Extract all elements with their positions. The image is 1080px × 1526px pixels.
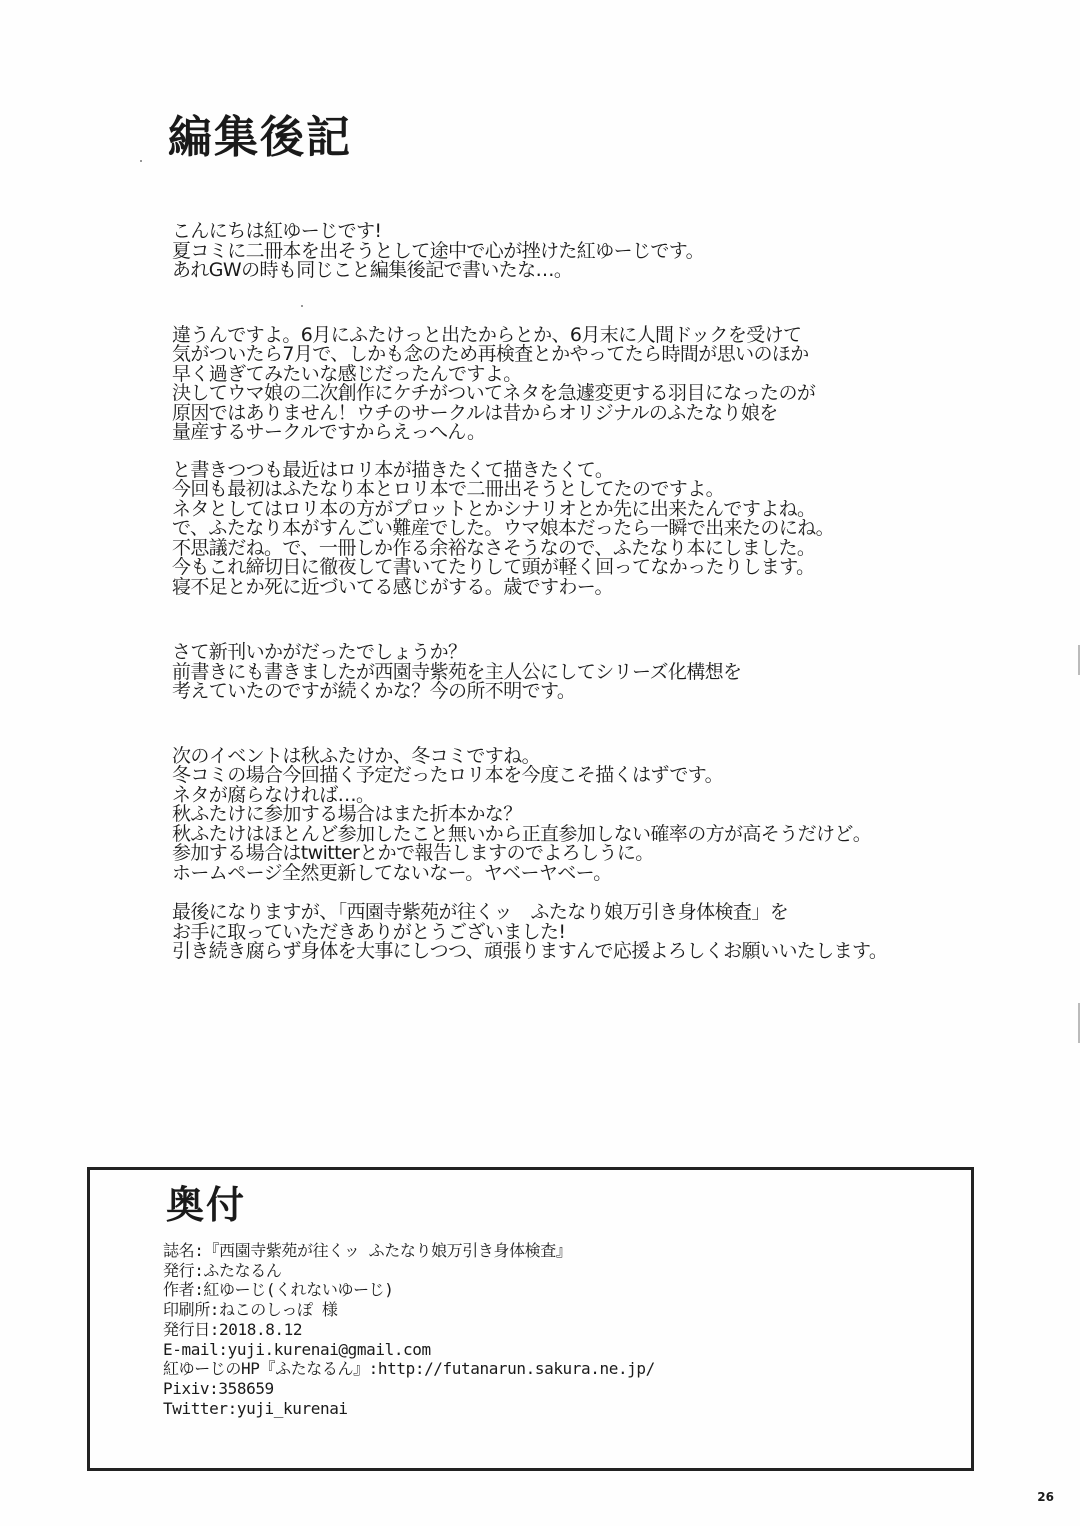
afterword-line: 次のイベントは秋ふたけか、冬コミですね。	[172, 744, 541, 767]
afterword-line: 早く過ぎてみたいな感じだったんですよ。	[172, 362, 522, 385]
afterword-line: ネタとしてはロリ本の方がプロットとかシナリオとか先に出来たんですよね。	[172, 497, 816, 520]
afterword-line: 原因ではありません！ウチのサークルは昔からオリジナルのふたなり娘を	[172, 401, 778, 424]
afterword-line: お手に取っていただきありがとうございました!	[172, 920, 566, 943]
page-number: 26	[1037, 1490, 1054, 1504]
afterword-line: こんにちは紅ゆーじです!	[172, 220, 382, 242]
afterword-line: 量産するサークルですからえっへん。	[172, 421, 486, 443]
afterword-line: と書きつつも最近はロリ本が描きたくて描きたくて。	[172, 458, 614, 481]
colophon-box	[87, 1167, 974, 1471]
colophon-publication-title: 誌名:『西園寺紫苑が往くッ ふたなり娘万引き身体検査』	[163, 1241, 572, 1260]
afterword-paragraph	[172, 744, 1032, 884]
afterword-line: 寝不足とか死に近づいてる感じがする。歳ですわー。	[172, 575, 613, 598]
colophon-printer: 印刷所:ねこのしっぽ 様	[163, 1300, 338, 1320]
afterword-line: 夏コミに二冊本を出そうとして途中で心が挫けた紅ゆーじです。	[172, 239, 705, 262]
afterword-line: 参加する場合はtwitterとかで報告しますのでよろしうに。	[172, 842, 654, 864]
colophon-pixiv: Pixiv:358659	[163, 1378, 274, 1398]
afterword-body	[172, 222, 1032, 962]
afterword-paragraph	[172, 458, 1032, 598]
afterword-line: 不思議だね。で、一冊しか作る余裕なさそうなので、ふたなり本にしました。	[172, 536, 816, 559]
colophon-author: 作者:紅ゆーじ(くれないゆーじ)	[163, 1280, 394, 1300]
afterword-line: 違うんですよ。6月にふたけっと出たからとか、6月末に人間ドックを受けて	[172, 323, 802, 346]
afterword-paragraph	[172, 903, 1032, 962]
afterword-line: 冬コミの場合今回描く予定だったロリ本を今度こそ描くはずです。	[172, 764, 724, 786]
afterword-line: 今回も最初はふたなり本とロリ本で二冊出そうとしてたのですよ。	[172, 478, 725, 500]
afterword-line: ホームページ全然更新してないなー。ヤベーヤベー。	[172, 861, 612, 884]
afterword-line: 秋ふたけはほとんど参加したこと無いから正直参加しない確率の方が高そうだけど。	[172, 822, 872, 845]
colophon-email: E-mail:yuji.kurenai@gmail.com	[163, 1339, 431, 1359]
colophon-publisher: 発行:ふたなるん	[163, 1260, 282, 1280]
afterword-line: 決してウマ娘の二次創作にケチがついてネタを急遽変更する羽目になったのが	[172, 382, 816, 404]
afterword-line: ネタが腐らなければ…。	[172, 783, 375, 806]
page-title: 編集後記	[168, 112, 352, 163]
afterword-paragraph	[172, 323, 1032, 443]
colophon-title: 奥付	[166, 1183, 247, 1227]
afterword-line: 気がついたら7月で、しかも念のため再検査とかやってたら時間が思いのほか	[172, 343, 809, 365]
colophon-twitter: Twitter:yuji_kurenai	[163, 1398, 348, 1418]
afterword-paragraph	[172, 222, 1032, 281]
afterword-line: あれGWの時も同じこと編集後記で書いたな…。	[172, 259, 573, 281]
afterword-line: で、ふたなり本がすんごい難産でした。ウマ娘本だったら一瞬で出来たのにね。	[172, 517, 835, 539]
scan-speck	[140, 160, 142, 162]
afterword-line: 最後になりますが、「西園寺紫苑が往くッ ふたなり娘万引き身体検査」を	[172, 901, 789, 923]
afterword-line: 今もこれ締切日に徹夜して書いてたりして頭が軽く回ってなかったりします。	[172, 556, 815, 578]
afterword-paragraph	[172, 643, 1032, 702]
afterword-line: 考えていたのですが続くかな？今の所不明です。	[172, 680, 576, 702]
colophon-homepage: 紅ゆーじのHP『ふたなるん』:http://futanarun.sakura.ne.jp/	[163, 1359, 655, 1379]
afterword-line: 引き続き腐らず身体を大事にしつつ、頑張りますんで応援よろしくお願いいたします。	[172, 940, 888, 962]
colophon-issue-date: 発行日:2018.8.12	[163, 1319, 303, 1339]
afterword-line: さて新刊いかがだったでしょうか？	[172, 641, 467, 663]
colophon-list	[163, 1241, 655, 1418]
afterword-line: 秋ふたけに参加する場合はまた折本かな？	[172, 803, 522, 825]
afterword-line: 前書きにも書きましたが西園寺紫苑を主人公にしてシリーズ化構想を	[172, 660, 742, 683]
